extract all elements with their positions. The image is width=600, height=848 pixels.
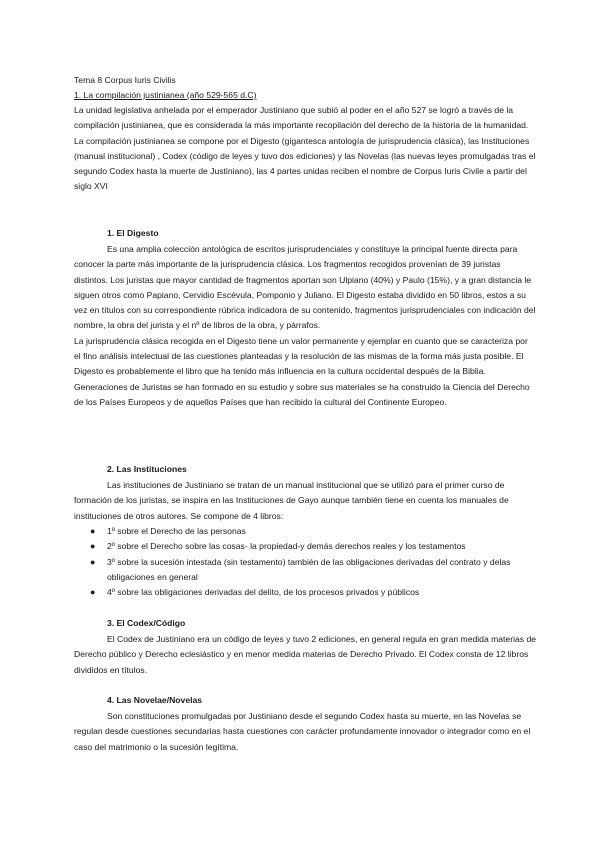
heading-digesto: 1. El Digesto — [107, 228, 159, 238]
bullet-icon: ● — [90, 526, 96, 536]
digesto-section — [74, 242, 536, 410]
section-title: 1. La compilación justinianea (año 529-565 d.C) — [74, 90, 257, 100]
bullet-icon: ● — [90, 556, 96, 567]
document-title: Tema 8 Corpus Iuris Civilis — [74, 75, 176, 85]
list-item: ● 1º sobre el Derecho de las personas — [90, 524, 536, 539]
novelas-section — [74, 709, 536, 755]
digesto-paragraph-1: Es una amplia colección antológica de escritos jurisprudenciales y constituye la principal fuente directa para conocer la parte más importante de la jurisprudencia clásica. Los fragmentos recogidos provenían de 39 juristas distintos. Los juristas que mayor cantidad de fragmentos aportan son Ulpiano (40%) y Paulo (15%), y a gran distancia le siguen otros como Papiano, Cervidio Escévula, Pomponio y Juliano. El Digesto estaba dividido en 50 libros, estos a su vez en títulos con su correspondiente rúbrica indicadora de su contenido, fragmentos jurisprudenciales con indicación del nombre, la obra del jurista y el nº de libros de la obra, y párrafos. — [74, 244, 536, 331]
list-item: ● 3º sobre la sucesión intestada (sin testamento) también de las obligaciones derivadas del contrato y delas obligaciones en general — [90, 556, 511, 582]
bullet-icon: ● — [90, 587, 96, 598]
instituciones-paragraph-1: Las instituciones de Justiniano se tratan de un manual institucional que se utilizó para el primer curso de formación de los juristas, se inspira en las Instituciones de Gayo aunque también tiene en cuenta los manuales de instituciones de otros autores. Se compone de 4 libros: — [74, 480, 509, 521]
instituciones-paragraph — [74, 478, 536, 524]
intro-paragraph: La unidad legislativa anhelada por el emperador Justiniano que subió al poder en el año 527 se logró a través de la compilación justinianea, que es considerada la más importante recopilación del derecho de la historia de la humanidad. La compilación justinianea se compone por el Digesto (gigantesca antología de jurisprudencia clásica), las Instituciones (manual institucional) , Codex (código de leyes y tuvo dos ediciones) y las Novelas (las nuevas leyes promulgadas tras el segundo Codex hasta la muerte de Justiniano), las 4 partes unidas reciben el nombre de Corpus Iuris Civile a partir del siglo XVI — [74, 105, 536, 192]
heading-instituciones: 2. Las Instituciones — [107, 464, 187, 474]
novelas-paragraph: Son constituciones promulgadas por Justiniano desde el segundo Codex hasta su muerte, en las Novelas se regulan desde cuestiones secundarias hasta cuestiones con carácter profundamente innovador o integrador como en el caso del matrimonio o la sucesión legítima. — [74, 711, 531, 752]
heading-codex: 3. El Codex/Código — [107, 618, 186, 628]
codex-paragraph: El Codex de Justiniano era un código de leyes y tuvo 2 ediciones, en general regula en gran medida materias de Derecho público y Derecho eclesiástico y en menor medida materias de Derecho Privado. El Codex consta de 12 libros divididos en títulos. — [74, 634, 537, 675]
instituciones-list — [90, 524, 536, 600]
digesto-paragraph-2: La jurisprudencia clásica recogida en el Digesto tiene un valor permanente y ejemplar en cuanto que se caracteriza por el fino análisis intelectual de las cuestiones planteadas y la resolución de las mismas de la forma más justa posible. El Digesto es probablemente el libro que ha tenido más influencia en la cultura occidental después de la Biblia. Generaciones de Juristas se han formado en su estudio y sobre sus materiales se ha construido la Ciencia del Derecho de los Países Europeos y de aquellos Países que han recibido la cultural del Continente Europeo. — [74, 335, 530, 407]
list-item: ● 4º sobre las obligaciones derivadas del delito, de los procesos privados y públicos — [90, 585, 536, 600]
codex-section — [74, 632, 536, 678]
heading-novelas: 4. Las Novelae/Novelas — [107, 695, 203, 705]
list-item: ● 2º sobre el Derecho sobre las cosas- la propiedad-y demás derechos reales y los testamentos — [90, 539, 536, 554]
bullet-icon: ● — [90, 541, 96, 552]
